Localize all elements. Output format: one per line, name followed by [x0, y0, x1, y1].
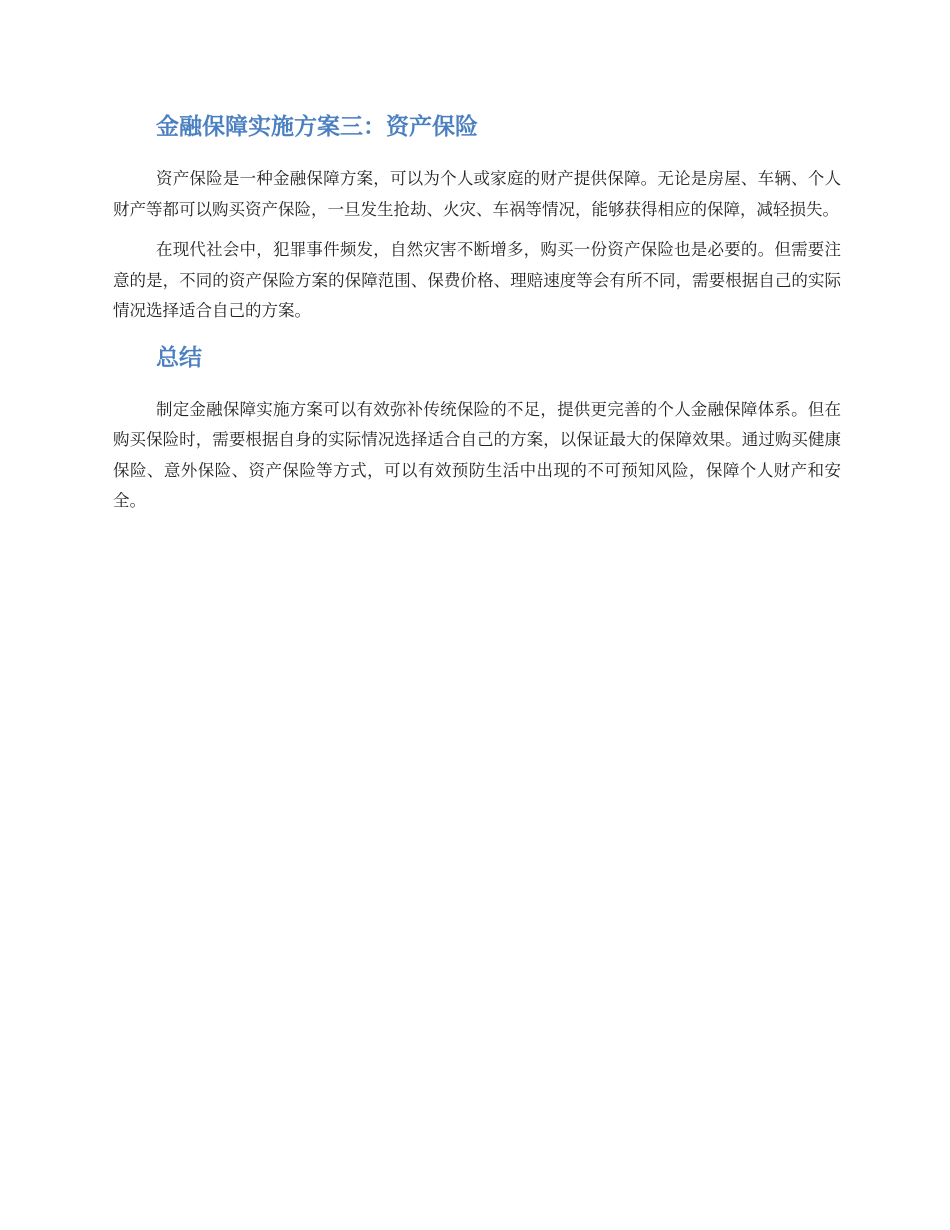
section-heading-asset-insurance: 金融保障实施方案三：资产保险 [156, 114, 478, 140]
paragraph-asset-intro: 资产保险是一种金融保障方案，可以为个人或家庭的财产提供保障。无论是房屋、车辆、个人财产等都可以购买资产保险，一旦发生抢劫、火灾、车祸等情况，能够获得相应的保障，减轻损失。 [113, 169, 841, 219]
section-heading-summary: 总结 [156, 344, 202, 371]
document-page [113, 100, 841, 517]
paragraph-asset-necessity: 在现代社会中，犯罪事件频发，自然灾害不断增多，购买一份资产保险也是必要的。但需要注意的是，不同的资产保险方案的保障范围、保费价格、理赔速度等会有所不同，需要根据自己的实际情况选择适合自己的方案。 [113, 240, 841, 320]
paragraph-summary: 制定金融保障实施方案可以有效弥补传统保险的不足，提供更完善的个人金融保障体系。但在购买保险时，需要根据自身的实际情况选择适合自己的方案，以保证最大的保障效果。通过购买健康保险、意外保险、资产保险等方式，可以有效预防生活中出现的不可预知风险，保障个人财产和安全。 [113, 399, 841, 510]
